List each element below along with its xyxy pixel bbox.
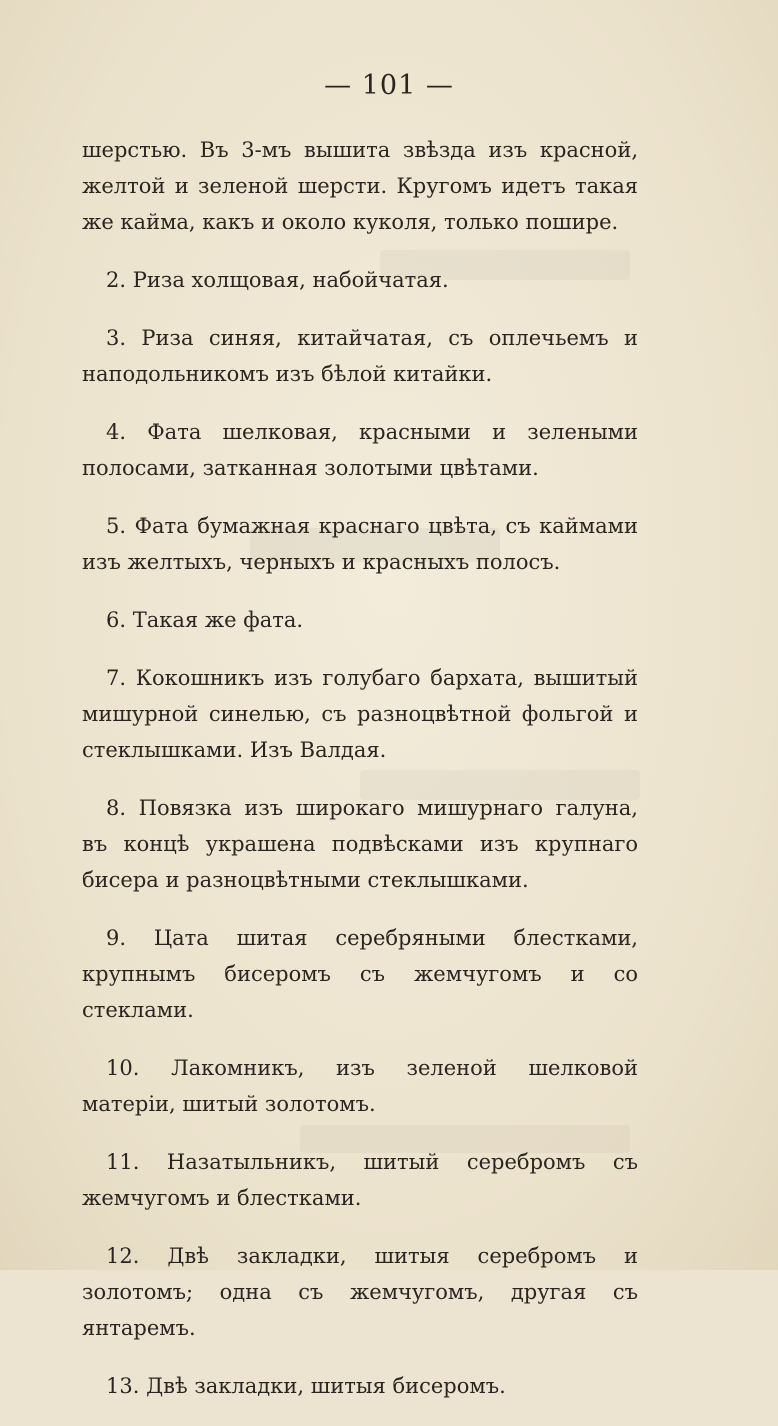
list-item [82, 262, 638, 298]
list-item [82, 1368, 638, 1404]
item-text: Лакомникъ, изъ зеленой шелковой матеріи, шитый золотомъ. [82, 1056, 638, 1116]
item-text: Повязка изъ широкаго мишурнаго галуна, въ концѣ украшена подвѣсками изъ крупнаго бисера и разноцвѣтными стеклышками. [82, 796, 638, 892]
list-item [82, 920, 638, 1028]
list-item [82, 320, 638, 392]
item-number: 3. [106, 326, 127, 350]
list-item [82, 660, 638, 768]
item-text: Двѣ закладки, шитыя серебромъ и золотомъ; одна съ жемчугомъ, другая съ янтаремъ. [82, 1244, 638, 1340]
list-item [82, 414, 638, 486]
item-text: Фата бумажная краснаго цвѣта, съ каймами изъ желтыхъ, черныхъ и красныхъ полосъ. [82, 514, 638, 574]
item-text: Кокошникъ изъ голубаго бархата, вышитый мишурной синелью, съ разноцвѣтной фольгой и стеклышками. Изъ Валдая. [82, 666, 638, 762]
item-text: Риза холщовая, набойчатая. [132, 268, 449, 292]
item-number: 4. [106, 420, 127, 444]
item-text: Фата шелковая, красными и зелеными полосами, затканная золотыми цвѣтами. [82, 420, 638, 480]
item-number: 12. [106, 1244, 140, 1268]
item-text: Такая же фата. [132, 608, 304, 632]
item-text: Двѣ закладки, шитыя бисеромъ. [146, 1374, 506, 1398]
item-number: 6. [106, 608, 127, 632]
item-number: 10. [106, 1056, 140, 1080]
list-item [82, 602, 638, 638]
item-number: 5. [106, 514, 127, 538]
item-text: Цата шитая серебряными блестками, крупнымъ бисеромъ съ жемчугомъ и со стеклами. [82, 926, 638, 1022]
page-number: — 101 — [324, 70, 454, 101]
item-text: Назатыльникъ, шитый серебромъ съ жемчугомъ и блестками. [82, 1150, 638, 1210]
list-item [82, 790, 638, 898]
list-item [82, 1050, 638, 1122]
item-number: 9. [106, 926, 127, 950]
item-text: Риза синяя, китайчатая, съ оплечьемъ и наподольникомъ изъ бѣлой китайки. [82, 326, 638, 386]
item-number: 8. [106, 796, 127, 820]
intro-paragraph: шерстью. Въ 3-мъ вышита звѣзда изъ красной, желтой и зеленой шерсти. Кругомъ идетъ такая же кайма, какъ и около куколя, только пошире. [82, 138, 638, 234]
list-item [82, 508, 638, 580]
page-text [82, 132, 638, 1426]
item-number: 13. [106, 1374, 140, 1398]
item-number: 11. [106, 1150, 140, 1174]
item-number: 2. [106, 268, 127, 292]
item-number: 7. [106, 666, 127, 690]
list-item [82, 1238, 638, 1346]
list-item [82, 1144, 638, 1216]
